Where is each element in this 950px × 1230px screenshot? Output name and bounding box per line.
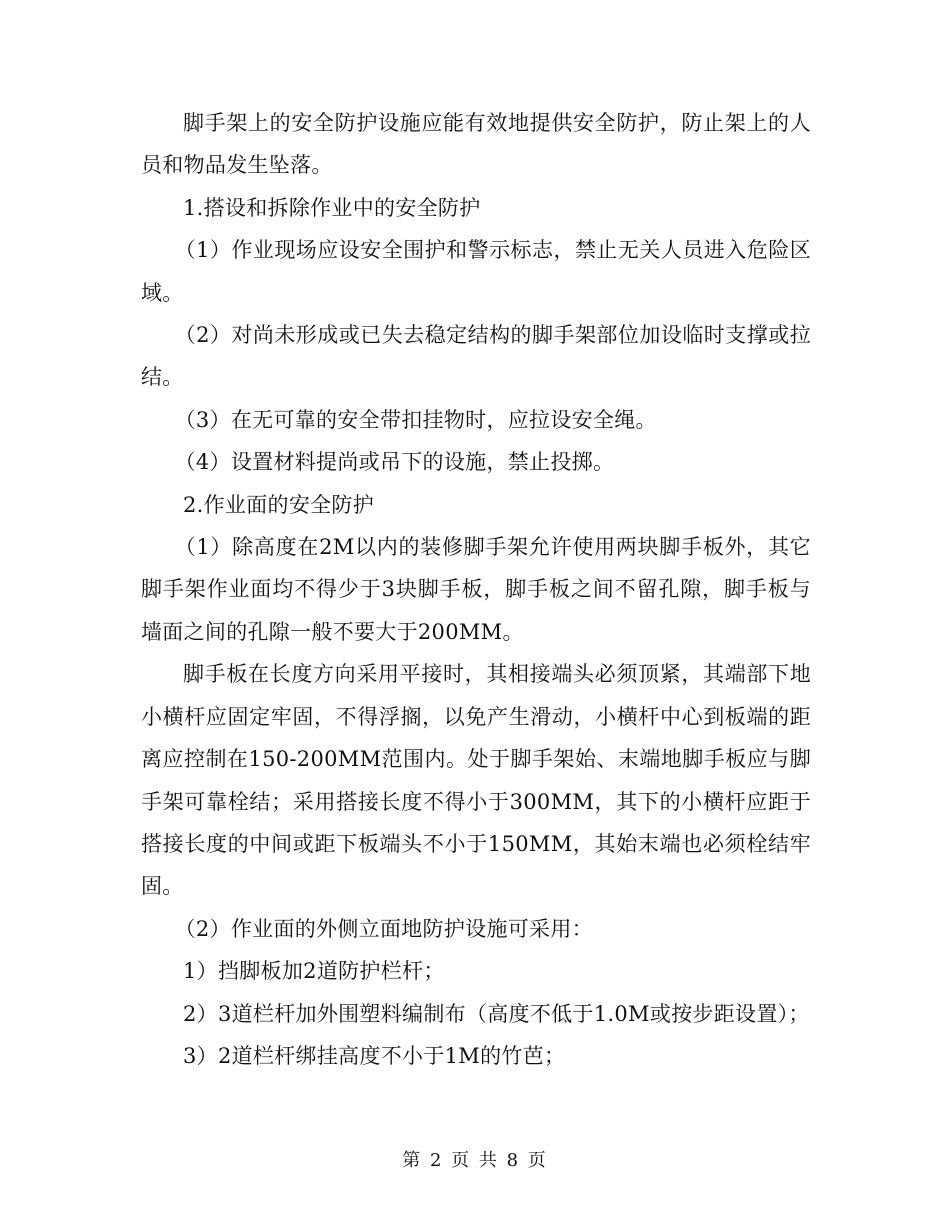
list-item: （4）设置材料提尚或吊下的设施，禁止投掷。 [174,450,615,475]
section-heading: 2.作业面的安全防护 [183,492,375,517]
list-item: （2）作业面的外侧立面地防护设施可采用： [174,916,593,941]
list-item: （2）对尚未形成或已失去稳定结构的脚手架部位加设临时支撑或拉结。 [141,323,811,390]
paragraph: 脚手板在长度方向采用平接时，其相接端头必须顶紧，其端部下地小横杆应固定牢固，不得浮搁，以免产生滑动，小横杆中心到板端的距离应控制在150-200MM范围内。处于脚手架始、末端地脚手板应与脚手架可靠栓结；采用搭接长度不得小于300MM，其下的小横杆应距于搭接长度的中间或距下板端头不小于150MM，其始末端也必须栓结牢固。 [141,662,811,899]
paragraph: 脚手架上的安全防护设施应能有效地提供安全防护，防止架上的人员和物品发生坠落。 [141,111,811,178]
sub-list-item: 1）挡脚板加2道防护栏杆； [183,959,445,984]
list-item: （3）在无可靠的安全带扣挂物时，应拉设安全绳。 [174,407,657,432]
sub-list-item: 3）2道栏杆绑挂高度不小于1M的竹芭； [183,1043,566,1068]
sub-list-item: 2）3道栏杆加外围塑料编制布（高度不低于1.0M或按步距设置）； [183,1001,810,1026]
document-body [141,102,811,1077]
page-number-footer: 第 2 页 共 8 页 [402,1150,548,1171]
section-heading: 1.搭设和拆除作业中的安全防护 [183,195,481,220]
list-item: （1）除高度在2M以内的装修脚手架允许使用两块脚手板外，其它脚手架作业面均不得少于3块脚手板，脚手板之间不留孔隙，脚手板与墙面之间的孔隙一般不要大于200MM。 [141,535,811,644]
list-item: （1）作业现场应设安全围护和警示标志，禁止无关人员进入危险区域。 [141,238,811,305]
